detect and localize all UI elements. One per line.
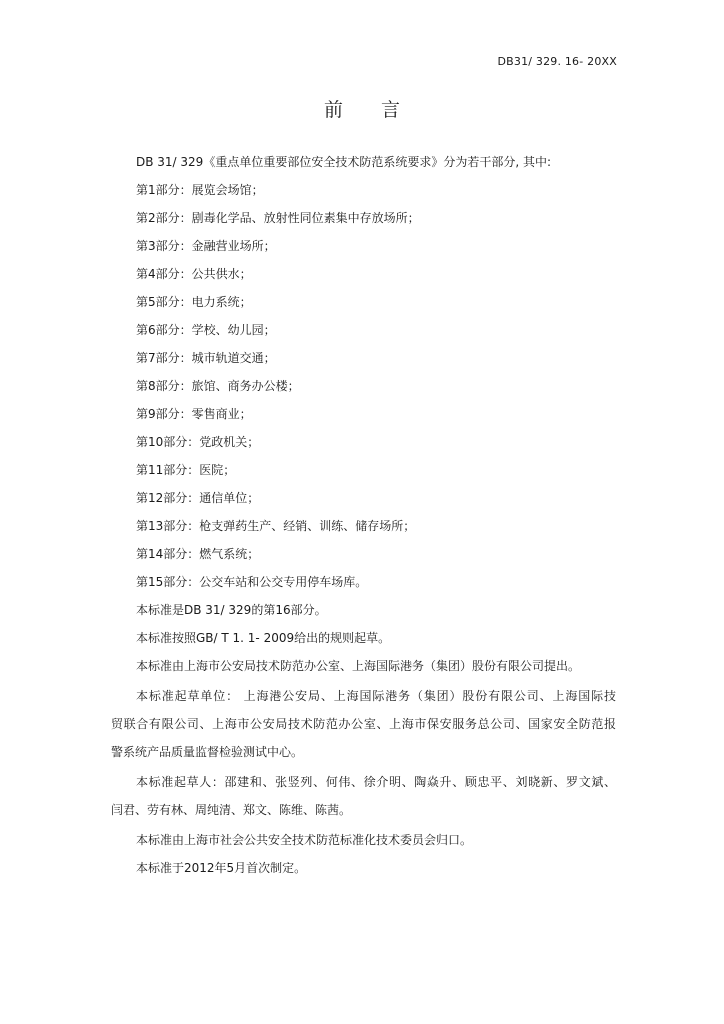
list-item: 第11部分：医院； [136, 463, 236, 477]
drafting-rules-statement: 本标准按照GB/ T 1. 1- 2009给出的规则起草。 [136, 631, 391, 645]
list-item: 第8部分：旅馆、商务办公楼； [136, 379, 300, 393]
drafting-units-line-1: 本标准起草单位： 上海港公安局、上海国际港务（集团）股份有限公司、上海国际技 [136, 689, 616, 703]
list-item: 第6部分：学校、幼儿园； [136, 323, 276, 337]
drafting-units-line-3: 警系统产品质量监督检验测试中心。 [111, 745, 304, 759]
list-item: 第2部分：剧毒化学品、放射性同位素集中存放场所； [136, 211, 420, 225]
drafters-line-2: 闫君、劳有林、周纯清、郑文、陈维、陈茜。 [111, 803, 352, 817]
part-of-statement: 本标准是DB 31/ 329的第16部分。 [136, 603, 327, 617]
list-item: 第12部分：通信单位； [136, 491, 260, 505]
list-item: 第3部分：金融营业场所； [136, 239, 276, 253]
list-item: 第1部分：展览会场馆； [136, 183, 264, 197]
list-item: 第15部分：公交车站和公交专用停车场库。 [136, 575, 368, 589]
list-item: 第7部分：城市轨道交通； [136, 351, 276, 365]
first-issued-statement: 本标准于2012年5月首次制定。 [136, 861, 307, 875]
list-item: 第9部分：零售商业； [136, 407, 252, 421]
document-code: DB31/ 329. 16- 20XX [497, 55, 617, 68]
drafting-units-line-2: 贸联合有限公司、上海市公安局技术防范办公室、上海市保安服务总公司、国家安全防范报 [111, 717, 616, 731]
list-item: 第10部分：党政机关； [136, 435, 260, 449]
list-item: 第14部分：燃气系统； [136, 547, 260, 561]
list-item: 第4部分：公共供水； [136, 267, 252, 281]
drafters-line-1: 本标准起草人：邵建和、张竖列、何伟、徐介明、陶焱升、顾忠平、刘晓新、罗文斌、 [136, 775, 616, 789]
list-item: 第13部分：枪支弹药生产、经销、训练、储存场所； [136, 519, 416, 533]
list-item: 第5部分：电力系统； [136, 295, 252, 309]
centralized-by-statement: 本标准由上海市社会公共安全技术防范标准化技术委员会归口。 [136, 833, 473, 847]
page-title: 前 言 [323, 99, 417, 121]
proposed-by-statement: 本标准由上海市公安局技术防范办公室、上海国际港务（集团）股份有限公司提出。 [136, 659, 581, 673]
intro-paragraph: DB 31/ 329《重点单位重要部位安全技术防范系统要求》分为若干部分, 其中: [136, 155, 551, 169]
